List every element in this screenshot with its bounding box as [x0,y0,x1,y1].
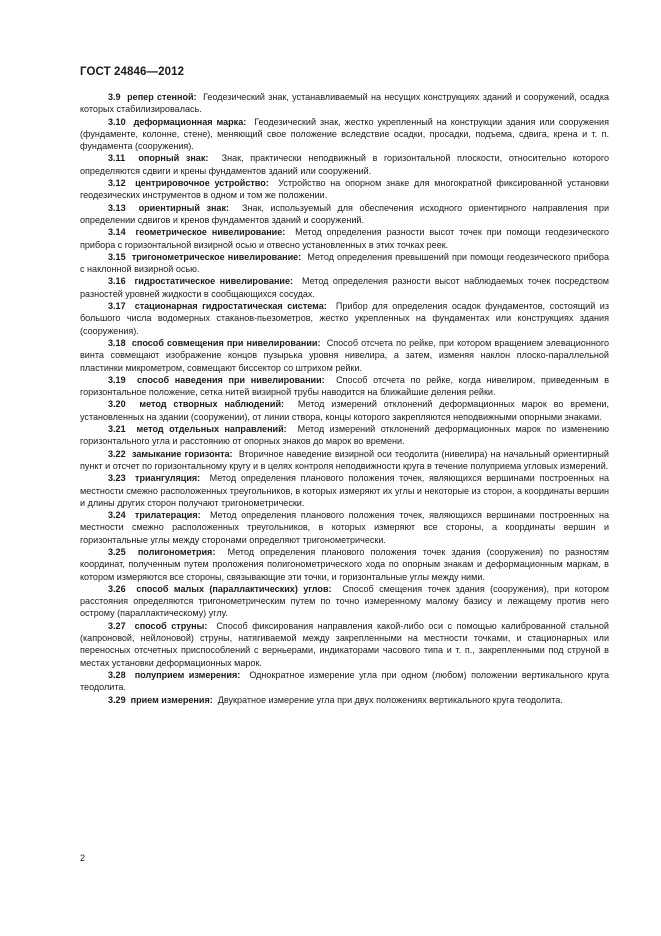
term-definition: Прибор для определения осадок фундаментов, состоящий из большого числа водомерных стаканов-пьезометров, жестко укрепленных на фундаментах или конструкциях здания (сооружения). [80,301,610,336]
term-definition: Однократное измерение угла при одном (любом) положении вертикального круга теодолита. [80,669,610,693]
term-entry [80,337,609,374]
term-name: триангуляция: [135,473,201,484]
term-entry [80,152,609,177]
term-name: деформационная марка: [133,116,247,127]
term-name: прием измерения: [130,694,213,705]
term-entry [80,116,609,153]
term-number: 3.22 [108,448,126,459]
term-entry [80,275,609,300]
term-number: 3.10 [108,116,126,127]
term-definition: Знак, используемый для обеспечения исходного ориентирного направления при определении сдвигов и кренов фундаментов зданий и сооружений. [80,202,610,225]
term-number: 3.23 [108,473,126,484]
term-entry [80,583,609,620]
term-number: 3.28 [108,669,126,680]
term-number: 3.24 [108,510,126,521]
term-number: 3.17 [108,301,126,312]
term-number: 3.21 [108,424,126,435]
term-name: способ наведения при нивелировании: [137,374,325,385]
term-entry [80,91,609,116]
document-header: ГОСТ 24846—2012 [80,66,185,78]
term-number: 3.19 [108,374,126,385]
term-name: трилатерация: [134,510,201,521]
term-entry [80,423,609,448]
page-number: 2 [80,853,86,863]
term-number: 3.16 [108,276,126,287]
term-definition: Способ отсчета по рейке, когда нивелиром, приведенным в горизонтальное положение, сетка нитей визирной трубы наводится на ближайшие деления рейки. [80,374,610,398]
term-definition: Метод определения разности высот наблюдаемых точек посредством разностей уровней жидкости в сообщающихся сосудах. [80,276,610,299]
term-definition: Устройство на опорном знаке для многократной фиксированной установки геодезических инструментов в одном и том же положении. [80,178,609,201]
term-entry [80,546,609,583]
term-name: центрировочное устройство: [135,178,269,189]
term-definition: Геодезический знак, устанавливаемый на несущих конструкциях зданий и сооружений, осадка которых стабилизировалась. [80,92,610,115]
term-name: тригонометрическое нивелирование: [131,251,302,262]
term-entry [80,669,609,694]
term-entry [80,509,609,546]
term-entry [80,226,609,251]
term-entry [80,448,609,473]
term-name: репер стенной: [127,92,197,102]
term-definition: Двукратное измерение угла при двух положениях вертикального круга теодолита. [217,694,563,705]
term-entry [80,202,609,227]
terms-list [80,91,609,706]
term-name: гидростатическое нивелирование: [134,276,294,287]
term-name: ориентирный знак: [138,202,229,213]
term-number: 3.15 [108,251,126,262]
term-number: 3.9 [108,92,121,102]
term-entry [80,472,609,509]
term-number: 3.20 [108,399,126,410]
term-definition: Метод определения планового положения точек, являющихся вершинами построенных на местности смежно расположенных треугольников, в которых измеряют все стороны, а координаты вершин и горизонтальные углы между сторонами определяют тригонометрически. [80,510,609,545]
term-entry [80,398,609,423]
term-name: полуприем измерения: [134,669,241,680]
term-entry [80,694,609,706]
term-name: стационарная гидростатическая система: [134,301,327,312]
term-name: метод створных наблюдений: [139,399,285,410]
term-name: способ струны: [134,620,208,631]
term-definition: Геодезический знак, жестко укрепленный на конструкции здания или сооружения (фундаменте, колонне, стене), меняющий свое положение вследствие осадки, просадки, подъема, сдвига, крена и т. п. фундамента (сооружения). [80,116,610,152]
term-name: метод отдельных направлений: [136,424,287,435]
term-name: способ совмещения при нивелировании: [131,337,321,348]
term-number: 3.14 [108,227,126,238]
term-definition: Метод измерений отклонений деформационных марок во времени, установленных на здании (сооружении), от линии створа, концы которого закрепляются неподвижными опорными знаками. [80,399,609,422]
term-entry [80,300,609,337]
term-entry [80,374,609,399]
term-definition: Метод определения разности высот точек при помощи геодезического прибора с горизонтальной визирной осью и отвесно установленных в этих точках реек. [80,227,609,250]
term-definition: Метод определения планового положения точек здания (сооружения) по разностям координат, полученным путем проложения полигонометрического хода по опорным знакам и деформационным маркам, в котором измеряются все стороны, связывающие эти точки, и горизонтальные углы между ними. [80,546,610,582]
term-name: геометрическое нивелирование: [135,227,286,238]
term-name: способ малых (параллактических) углов: [136,583,332,594]
term-entry [80,177,609,202]
term-number: 3.13 [108,202,126,213]
term-definition: Метод определения превышений при помощи геодезического прибора с наклонной визирной осью. [80,251,609,275]
term-entry [80,251,609,276]
term-entry [80,620,609,669]
term-definition: Метод измерений отклонений деформационных марок по изменению горизонтального угла и расстоянию от опорных знаков до марок во времени. [80,424,610,447]
term-number: 3.29 [108,694,126,705]
term-number: 3.25 [108,546,126,557]
term-name: полигонометрия: [137,546,216,557]
term-definition: Способ фиксирования направления какой-либо оси с помощью калиброванной стальной (капроновой, нейлоновой) струны, натягиваемой между закрепленными на местности точками, и стационарных или переносных отсчетных приспособлений с верньерами, индикаторами часового типа и т. п., закрепленными под струной в местах установки деформационных марок. [80,620,609,668]
term-number: 3.12 [108,178,126,189]
term-definition: Способ смещения точек здания (сооружения), при котором расстояния определяются тригонометрическим путем по точно измеренному малому базису и лежащему против него острому (параллактическому) углу. [80,583,610,619]
term-name: замыкание горизонта: [131,448,233,459]
term-number: 3.27 [108,620,126,631]
term-number: 3.18 [108,337,126,348]
term-definition: Метод определения планового положения точек, являющихся вершинами построенных на местности смежно расположенных треугольников, в которых измеряют их углы и некоторые из сторон, а координаты вершин и длины других сторон получают тригонометрически. [80,473,610,508]
term-number: 3.26 [108,583,126,594]
term-definition: Способ отсчета по рейке, при котором вращением элевационного винта совмещают изображение концов пузырька уровня нивелира, а затем, изменяя наклон плоско-параллельной пластинки микрометром, совмещают биссектор со штрихом рейки. [80,337,609,373]
term-definition: Знак, практически неподвижный в горизонтальной плоскости, относительно которого определяются сдвиги и крены фундаментов зданий или сооружений. [80,153,610,176]
term-name: опорный знак: [138,153,209,164]
term-definition: Вторичное наведение визирной оси теодолита (нивелира) на начальный ориентирный пункт и отсчет по горизонтальному кругу и в целях контроля неподвижности круга в течение полуприема угловых измерений. [80,448,609,471]
term-number: 3.11 [108,153,126,164]
